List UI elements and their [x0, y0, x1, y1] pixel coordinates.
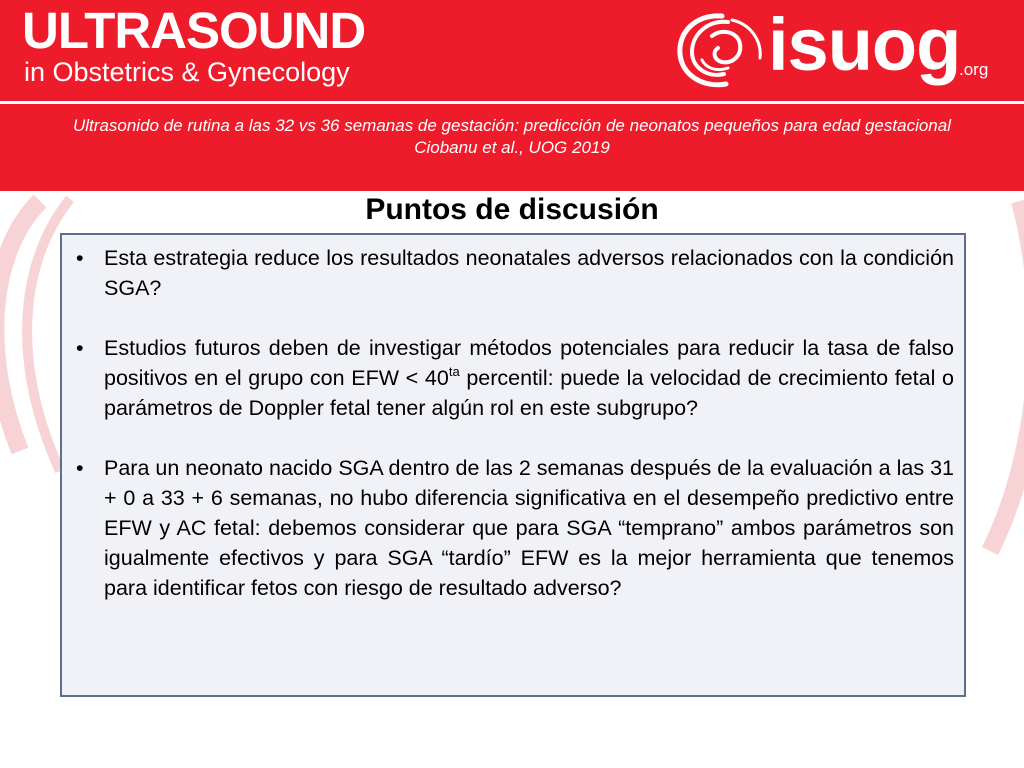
bullet-text — [104, 336, 954, 420]
fetus-in-womb-icon — [672, 10, 768, 90]
list-item — [72, 453, 954, 603]
discussion-box — [60, 233, 966, 697]
logo-wordmark: isuog — [768, 3, 961, 86]
ordinal-superscript: ta — [448, 364, 460, 379]
journal-header — [0, 0, 1024, 191]
article-authors: Ciobanu et al., UOG 2019 — [414, 138, 610, 157]
bullet-marker: • — [76, 336, 84, 360]
bullet-marker: • — [76, 246, 84, 270]
bullet-text-part: percentil: puede la velocidad de crecimiento fetal o parámetros de Doppler fetal tener algún rol en este subgrupo? — [104, 366, 954, 420]
header-divider — [0, 101, 1024, 104]
article-title: Ultrasonido de rutina a las 32 vs 36 semanas de gestación: predicción de neonatos pequeños para edad gestacional — [73, 116, 951, 135]
bullet-marker: • — [76, 456, 84, 480]
list-item — [72, 333, 954, 423]
slide-title: Puntos de discusión — [365, 193, 659, 226]
list-item — [72, 243, 954, 303]
bullet-text-part: Estudios futuros deben de investigar métodos potenciales para reducir la tasa de falso positivos en el grupo con EFW < 40 — [104, 336, 954, 390]
bullet-text: Para un neonato nacido SGA dentro de las 2 semanas después de la evaluación a las 31 + 0 a 33 + 6 semanas, no hubo diferencia significativa en el desempeño predictivo entre EFW y AC fetal: debemos considerar que para SGA “temprano” ambos parámetros son igualmente efectivos y para SGA “tardío” EFW es la mejor herramienta que tenemos para identificar fetos con riesgo de resultado adverso? — [104, 456, 954, 600]
article-citation — [30, 115, 994, 159]
journal-subtitle: in Obstetrics & Gynecology — [24, 57, 350, 87]
isuog-logo — [672, 3, 1002, 96]
bullet-text: Esta estrategia reduce los resultados neonatales adversos relacionados con la condición SGA? — [104, 246, 954, 300]
journal-title: ULTRASOUND — [22, 2, 366, 59]
logo-suffix: .org — [959, 60, 989, 79]
